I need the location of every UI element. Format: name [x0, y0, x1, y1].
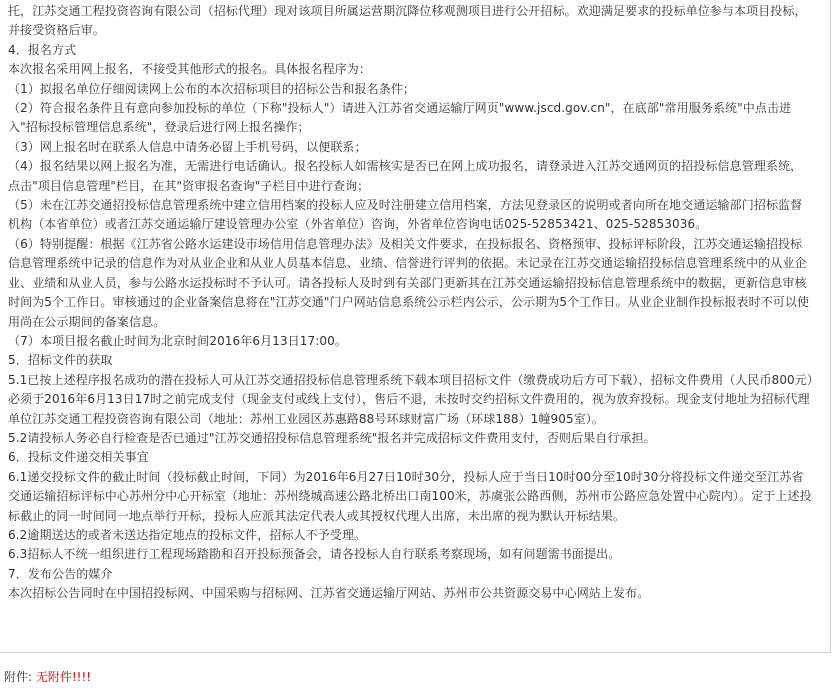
paragraph-submission-6-1: 6.1递交投标文件的截止时间（投标截止时间，下同）为2016年6月27日10时30分，投标人应于当日10时00分至10时30分将投标文件递交至江苏省交通运输招标评标中心苏州分中心开标室（地址：苏州绕城高速公路北桥出口南100米，苏虞张公路西侧，苏州市公路应急处置中心院内）。定于上述投标截止的同一时间同一地点举行开标，投标人应派其法定代表人或其授权代理人出席，未出席的视为默认开标结果。: [8, 469, 812, 523]
paragraph-media: 本次招标公告同时在中国招投标网、中国采购与招标网、江苏省交通运输厅网站、苏州市公共资源交易中心网站上发布。: [8, 586, 650, 601]
announcement-body: [0, 2, 814, 604]
paragraph-intro-continued: 托，江苏交通工程投资咨询有限公司（招标代理）现对该项目所属运营期沉降位移观测项目进行公开招标。欢迎满足要求的投标单位参与本项目投标，并接受资格后审。: [8, 4, 807, 38]
section-heading-media: 7．发布公告的媒介: [8, 566, 113, 581]
attachment-value: 无附件!!!!: [35, 670, 92, 684]
attachment-label: 附件:: [4, 670, 33, 684]
paragraph-registration-intro: 本次报名采用网上报名，不接受其他形式的报名。具体报名程序为：: [8, 62, 372, 77]
attachment-line: [4, 668, 91, 686]
paragraph-registration-step-5: （5）未在江苏交通招投标信息管理系统中建立信用档案的投标人应及时注册建立信用档案，方法见登录区的说明或者向所在地交通运输部门招标监督机构（本省单位）或者江苏交通运输厅建设管理办公室（外省单位）咨询，外省单位咨询电话025-52853421、025-52853036。: [8, 198, 803, 232]
paragraph-submission-6-3: 6.3招标人不统一组织进行工程现场踏勘和召开投标预备会，请各投标人自行联系考察现场，如有问题需书面提出。: [8, 547, 621, 562]
paragraph-documents-5-1: 5.1已按上述程序报名成功的潜在投标人可从江苏交通招投标信息管理系统下载本项目招标文件（缴费成功后方可下载），招标文件费用（人民币800元）必须于2016年6月13日17时之前完成支付（现金支付或线上支付），售后不退，未按时交约招标文件费用的，视为放弃投标。现金支付地址为招标代理单位江苏交通工程投资咨询有限公司（地址：苏州工业园区苏惠路88号环球财富广场（环球188）1幢905室）。: [8, 372, 813, 426]
section-heading-documents: 5．招标文件的获取: [8, 353, 113, 368]
paragraph-submission-6-2: 6.2逾期送达的或者未送达指定地点的投标文件，招标人不予受理。: [8, 527, 367, 542]
paragraph-registration-step-7: （7）本项目报名截止时间为北京时间2016年6月13日17:00。: [8, 333, 347, 348]
paragraph-registration-step-1: （1）拟报名单位仔细阅读网上公布的本次招标项目的招标公告和报名条件；: [8, 81, 416, 96]
paragraph-registration-step-3: （3）网上报名时在联系人信息中请务必留上手机号码，以便联系；: [8, 139, 367, 154]
paragraph-documents-5-2: 5.2请投标人务必自行检查是否已通过"江苏交通招投标信息管理系统"报名并完成招标文件费用支付，否则后果自行承担。: [8, 430, 656, 445]
paragraph-registration-step-2: （2）符合报名条件且有意向参加投标的单位（下称"投标人"）请进入江苏省交通运输厅网页"www.jscd.gov.cn"，在底部"常用服务系统"中点击进入"招标投标管理信息系统"，登录后进行网上报名操作；: [8, 101, 792, 135]
section-heading-submission: 6．投标文件递交相关事宜: [8, 450, 149, 465]
section-heading-registration: 4．报名方式: [8, 42, 77, 57]
paragraph-registration-step-6: （6）特别提醒：根据《江苏省公路水运建设市场信用信息管理办法》及相关文件要求，在投标报名、资格预审、投标评标阶段，江苏交通运输招投标信息管理系统中记录的信息作为对从业企业和从业人员基本信息、业绩、信誉进行评判的依据。未记录在江苏交通运输招投标信息管理系统中的从业企业、业绩和从业人员，参与公路水运投标时不予认可。请各投标人及时到有关部门更新其在江苏交通运输招投标信息管理系统中的数据，更新信息审核时间为5个工作日。审核通过的企业备案信息将在"江苏交通"门户网站信息系统公示栏内公示，公示期为5个工作日。从业企业制作投标报表时不可以使用尚在公示期间的备案信息。: [8, 236, 810, 329]
paragraph-registration-step-4: （4）报名结果以网上报名为准，无需进行电话确认。报名投标人如需核实是否已在网上成功报名，请登录进入江苏交通网页的招投标信息管理系统，点击"项目信息管理"栏目，在其"资审报名查询"子栏目中进行查询；: [8, 159, 803, 193]
